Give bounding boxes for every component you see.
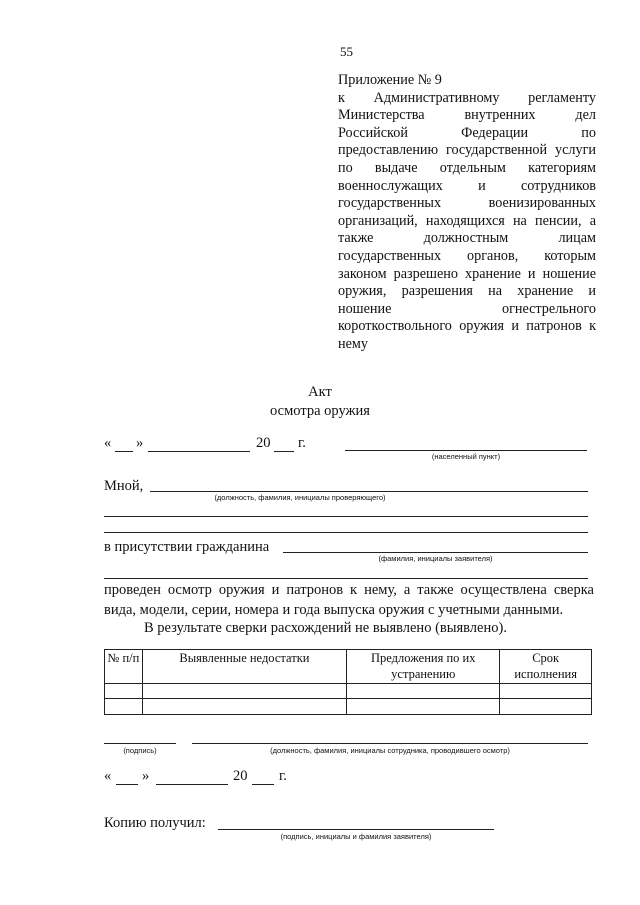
- page-number: 55: [340, 44, 353, 59]
- copy-label: Копию получил:: [104, 815, 206, 831]
- table-cell[interactable]: [142, 699, 346, 715]
- presence-field[interactable]: [283, 552, 588, 553]
- date2-open-quote: «: [104, 768, 112, 784]
- copy-caption: (подпись, инициалы и фамилия заявителя): [280, 832, 432, 841]
- act-title: Акт: [308, 384, 332, 400]
- appendix-title: Приложение № 9: [338, 72, 442, 88]
- place-caption: (населенный пункт): [431, 452, 501, 461]
- month-field[interactable]: [148, 451, 250, 452]
- table-cell[interactable]: [500, 699, 592, 715]
- table-header-row: [105, 650, 592, 684]
- official-field[interactable]: [192, 743, 588, 744]
- place-field[interactable]: [345, 450, 587, 451]
- act-subtitle: осмотра оружия: [270, 403, 370, 419]
- year-prefix: 20: [256, 435, 271, 451]
- result-paragraph: В результате сверки расхождений не выявлено (выявлено).: [144, 620, 507, 636]
- year2-suffix: г.: [279, 768, 287, 784]
- official-caption: (должность, фамилия, инициалы сотрудника, проводившего осмотр): [270, 746, 510, 755]
- year2-prefix: 20: [233, 768, 248, 784]
- inspection-paragraph: проведен осмотр оружия и патронов к нему, а также осуществлена сверка вида, модели, серии, номера и года выпуска оружия с учетными данными.: [104, 582, 594, 618]
- header-deadline: Срок исполнения: [500, 650, 592, 684]
- copy-field[interactable]: [218, 829, 494, 830]
- header-proposals: Предложения по их устранению: [347, 650, 500, 684]
- presence-caption: (фамилия, инициалы заявителя): [378, 554, 493, 563]
- table-row: [105, 699, 592, 715]
- date-open-quote: «: [104, 435, 112, 451]
- month2-field[interactable]: [156, 784, 228, 785]
- table-cell[interactable]: [142, 684, 346, 699]
- signature-field[interactable]: [104, 743, 176, 744]
- year-field[interactable]: [274, 451, 294, 452]
- table-row: [105, 684, 592, 699]
- table-cell[interactable]: [105, 684, 143, 699]
- year-suffix: г.: [298, 435, 306, 451]
- inspector-caption: (должность, фамилия, инициалы проверяющего): [214, 493, 386, 502]
- header-number: № п/п: [105, 650, 143, 684]
- date-close-quote: »: [136, 435, 144, 451]
- appendix-body: к Административному регламенту Министерства внутренних дел Российской Федерации по предоставлению государственной услуги по выдаче отдельным категориям военнослужащих и сотрудников государственных военизированных организаций, находящихся на пенсии, а также должностным лицам государственных органов, которым законом разрешено хранение и ношение оружия, разрешения на хранение и ношение огнестрельного короткоствольного оружия и патронов к нему: [338, 89, 596, 352]
- inspector-label: Мной,: [104, 478, 144, 494]
- inspector-field-line-2[interactable]: [104, 516, 588, 517]
- table-cell[interactable]: [347, 699, 500, 715]
- day-field[interactable]: [115, 451, 133, 452]
- table-cell[interactable]: [347, 684, 500, 699]
- inspector-field[interactable]: [150, 491, 588, 492]
- appendix-block: [338, 72, 596, 354]
- presence-label: в присутствии гражданина: [104, 539, 270, 555]
- inspector-field-line-3[interactable]: [104, 532, 588, 533]
- date2-close-quote: »: [142, 768, 150, 784]
- signature-caption: (подпись): [123, 746, 157, 755]
- table-cell[interactable]: [500, 684, 592, 699]
- issues-table: [104, 649, 592, 715]
- header-deficiencies: Выявленные недостатки: [142, 650, 346, 684]
- year2-field[interactable]: [252, 784, 274, 785]
- day2-field[interactable]: [116, 784, 138, 785]
- table-cell[interactable]: [105, 699, 143, 715]
- presence-field-line-2[interactable]: [104, 578, 588, 579]
